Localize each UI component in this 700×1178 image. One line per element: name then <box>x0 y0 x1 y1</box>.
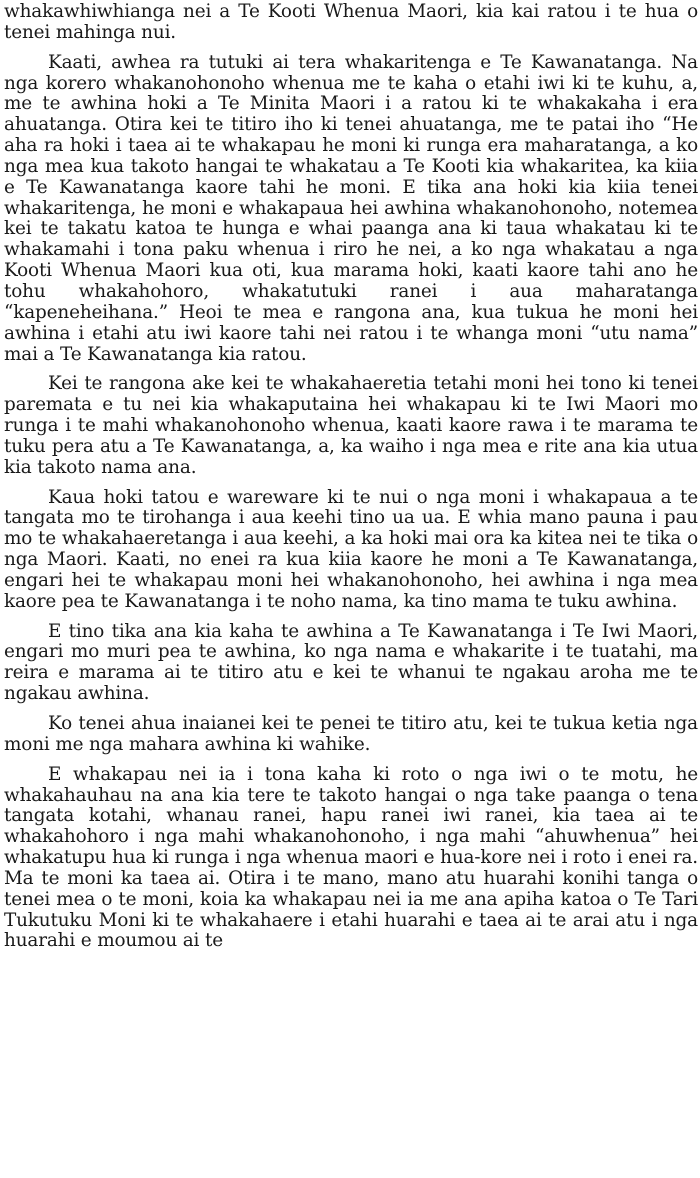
paragraph-7: E whakapau nei ia i tona kaha ki roto o nga iwi o te motu, he whakahauhau na ana kia tere te takoto hangai o nga take paanga o tena tangata kotahi, whanau ranei, hapu ranei iwi ranei, kia taea ai te whakahohoro i nga mahi whakanohonoho, i nga mahi “ahuwhenua” hei whakatupu hua ki runga i nga whenua maori e hua-kore nei i roto i enei ra. Ma te moni ka taea ai. Otira i te mano, mano atu huarahi konihi tanga o tenei mea o te moni, koia ka whakapau nei ia me ana apiha katoa o Te Tari Tukutuku Moni ki te whakahaere i etahi huarahi e taea ai te arai atu i nga huarahi e moumou ai te <box>4 763 698 952</box>
paragraph-4: Kaua hoki tatou e wareware ki te nui o nga moni i whakapaua a te tangata mo te tirohanga i aua keehi tino ua ua. E whia mano pauna i pau mo te whakahaeretanga i aua keehi, a ka hoki mai ora ka kitea nei te tika o nga Maori. Kaati, no enei ra kua kiia kaore he moni a Te Kawanatanga, engari hei te whakapau moni hei whakanohonoho, hei awhina i nga mea kaore pea te Kawanatanga i te noho nama, ka tino mama te tuku awhina. <box>4 486 698 612</box>
paragraph-2: Kaati, awhea ra tutuki ai tera whakaritenga e Te Kawanatanga. Na nga korero whakanohonoho whenua me te kaha o etahi iwi ki te kuhu, a, me te awhina hoki a Te Minita Maori i a ratou ki te whakakaha i era ahuatanga. Otira kei te titiro iho ki tenei ahuatanga, me te patai iho “He aha ra hoki i taea ai te whakapau he moni ki runga era maharatanga, a ko nga mea kua takoto hangai te whakatau a Te Kooti kia whakaritea, ka kiia e Te Kawanatanga kaore tahi he moni. E tika ana hoki kia kiia tenei whakaritenga, he moni e whakapaua hei awhina whakanohonoho, notemea kei te takatu katoa te hunga e whai paanga ana ki taua whakatau ki te whakamahi i tona paku whenua i riro he nei, a ko nga whakatau a nga Kooti Whenua Maori kua oti, kua marama hoki, kaati kaore tahi ano he tohu whakahohoro, whakatutuki ranei i aua maharatanga “kapeneheihana.” Heoi te mea e rangona ana, kua tukua he moni hei awhina i etahi atu iwi kaore tahi nei ratou i te whanga moni “utu nama” mai a Te Kawanatanga kia ratou. <box>4 51 698 365</box>
paragraph-3: Kei te rangona ake kei te whakahaeretia tetahi moni hei tono ki tenei paremata e tu nei kia whakaputaina hei whakapau ki te Iwi Maori mo runga i te mahi whakanohonoho whenua, kaati kaore rawa i te marama te tuku pera atu a Te Kawanatanga, a, ka waiho i nga mea e rite ana kia utua kia takoto nama ana. <box>4 373 698 478</box>
paragraph-6: Ko tenei ahua inaianei kei te penei te titiro atu, kei te tukua ketia nga moni me nga mahara awhina ki wahike. <box>4 713 698 755</box>
paragraph-5: E tino tika ana kia kaha te awhina a Te Kawanatanga i Te Iwi Maori, engari mo muri pea te awhina, ko nga nama e whakarite i te tuatahi, ma reira e marama ai te titiro atu e kei te whanui te ngakau aroha me te ngakau awhina. <box>4 620 698 705</box>
paragraph-1: whakawhiwhianga nei a Te Kooti Whenua Maori, kia kai ratou i te hua o tenei mahinga nui. <box>4 1 698 43</box>
document-page <box>4 2 698 952</box>
